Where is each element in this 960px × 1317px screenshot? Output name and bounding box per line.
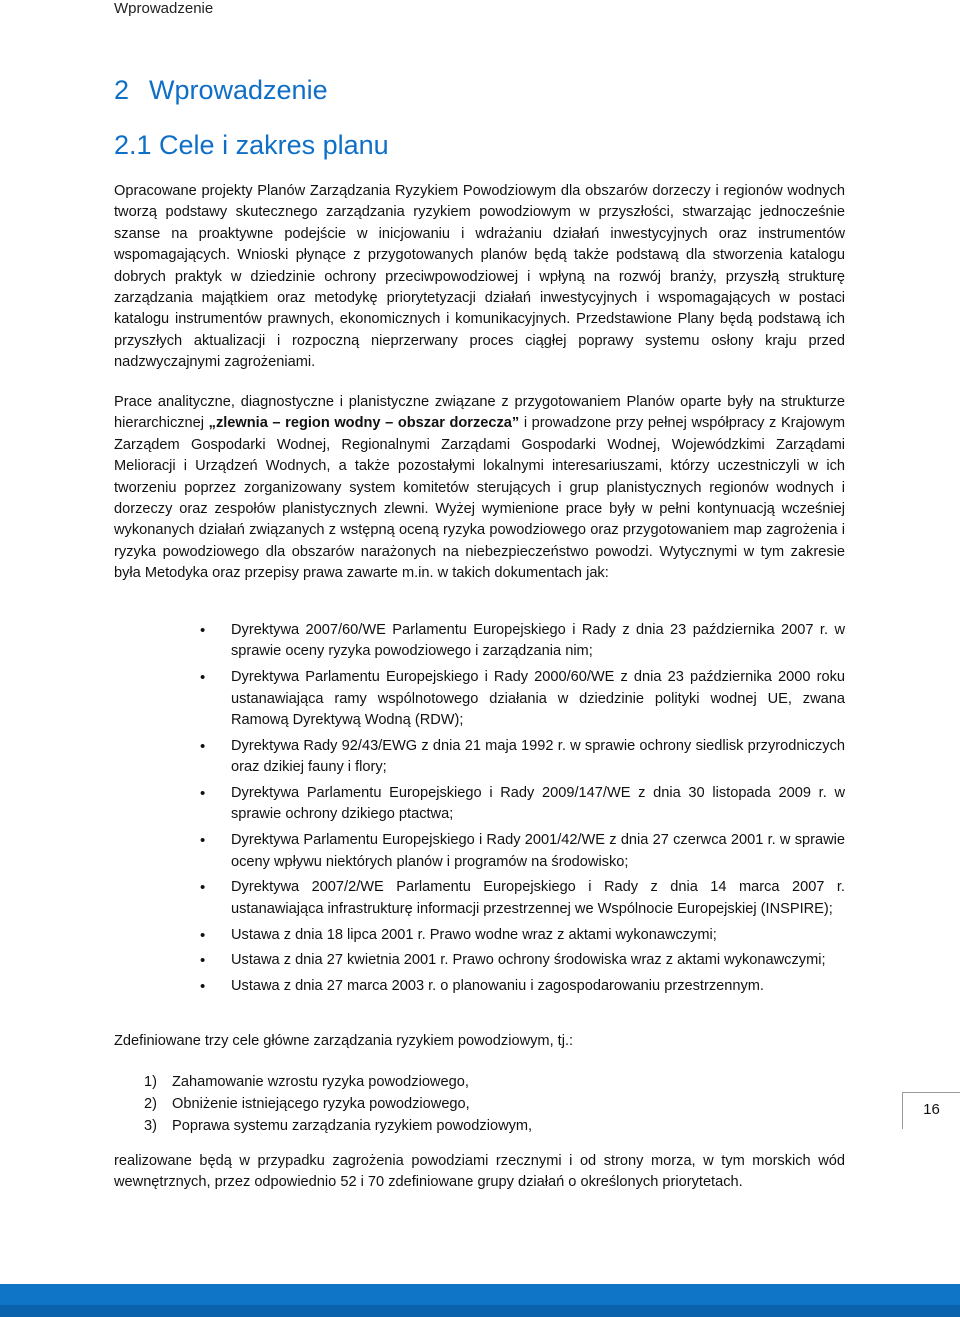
list-item-text: Obniżenie istniejącego ryzyka powodziowego, [172,1095,470,1112]
list-item: • Ustawa z dnia 27 marca 2003 r. o planowaniu i zagospodarowaniu przestrzennym. [114,976,845,997]
list-number: 2) [144,1095,157,1112]
list-item: • Dyrektywa Rady 92/43/EWG z dnia 21 maja 1992 r. w sprawie ochrony siedlisk przyrodniczych oraz dzikiej fauny i flory; [114,736,845,779]
list-item: • Dyrektywa Parlamentu Europejskiego i Rady 2001/42/WE z dnia 27 czerwca 2001 r. w sprawie oceny wpływu niektórych planów i programów na środowisko; [114,830,845,873]
legal-documents-list [114,620,845,1002]
list-item [114,1116,714,1138]
list-item: • Dyrektywa Parlamentu Europejskiego i Rady 2000/60/WE z dnia 23 października 2000 roku ustanawiająca ramy wspólnotowego działania w dziedzinie polityki wodnej UE, zwana Ramową Dyrektywą Wodną (RDW); [114,667,845,731]
analysis-paragraph-start: Prace analityczne, diagnostyczne i planistyczne związane z przygotowaniem Planów oparte były na strukturze hierarchicznej [114,394,845,432]
list-item: • Ustawa z dnia 18 lipca 2001 r. Prawo wodne wraz z aktami wykonawczymi; [114,925,845,946]
list-item: • Dyrektywa Parlamentu Europejskiego i Rady 2009/147/WE z dnia 30 listopada 2009 r. w sprawie ochrony dzikiego ptactwa; [114,783,845,826]
list-item: • Ustawa z dnia 27 kwietnia 2001 r. Prawo ochrony środowiska wraz z aktami wykonawczymi; [114,950,845,971]
list-item [114,1072,714,1094]
footer-bar [0,1284,960,1317]
list-item: • Dyrektywa 2007/2/WE Parlamentu Europejskiego i Rady z dnia 14 marca 2007 r. ustanawiająca infrastrukturę informacji przestrzennej we Wspólnocie Europejskiej (INSPIRE); [114,877,845,920]
hierarchy-structure-bold: „zlewnia – region wodny – obszar dorzecza” [208,415,520,432]
chapter-heading [114,73,328,107]
goals-list [114,1072,714,1137]
chapter-title: Wprowadzenie [149,75,328,105]
chapter-number: 2 [114,75,130,105]
list-item [114,1094,714,1116]
intro-paragraph: Opracowane projekty Planów Zarządzania Ryzykiem Powodziowym dla obszarów dorzeczy i regionów wodnych tworzą podstawy skutecznego zarządzania ryzykiem powodziowym w przyszłości, stwarzając jednocześnie szanse na proaktywne podejście w inicjowaniu i wdrażaniu działań inwestycyjnych oraz instrumentów wspomagających. Wnioski płynące z przygotowanych planów będą także podstawą dla stworzenia katalogu dobrych praktyk w dziedzinie ochrony przeciwpowodziowej i wpłyną na rozwój branży, przyszłą strukturę zarządzania majątkiem oraz metodykę priorytetyzacji działań inwestycyjnych i wspomagających w postaci katalogu instrumentów prawnych, ekonomicznych i komunikacyjnych. Przedstawione Plany będą podstawą ich przyszłych aktualizacji i rozpoczną nieprzerwany proces ciągłej poprawy systemu osłony kraju przed nadzwyczajnymi zagrożeniami. [114,183,845,371]
section-heading: 2.1 Cele i zakres planu [114,130,389,160]
list-number: 3) [144,1117,157,1134]
list-item-text: Poprawa systemu zarządzania ryzykiem powodziowym, [172,1117,533,1134]
analysis-paragraph [114,392,845,585]
closing-paragraph: realizowane będą w przypadku zagrożenia powodziami rzecznymi i od strony morza, w tym morskich wód wewnętrznych, przez odpowiednio 52 i 70 zdefiniowane grupy działań o określonych priorytetach. [114,1153,845,1191]
list-number: 1) [144,1074,157,1090]
running-header: Wprowadzenie [114,0,214,17]
list-item: • Dyrektywa 2007/60/WE Parlamentu Europejskiego i Rady z dnia 23 października 2007 r. w sprawie oceny ryzyka powodziowego i zarządzania nim; [114,620,845,663]
footer-stripe [0,1305,960,1317]
goals-intro-paragraph: Zdefiniowane trzy cele główne zarządzania ryzykiem powodziowym, tj.: [114,1033,574,1049]
analysis-paragraph-end: i prowadzone przy pełnej współpracy z Krajowym Zarządem Gospodarki Wodnej, Regionalnymi Zarządami Gospodarki Wodnej, Wojewódzkimi Zarządami Melioracji i Urządzeń Wodnych, a także pozostałymi lokalnymi interesariuszami, którzy uczestniczyli w ich tworzeniu poprzez zorganizowany system komitetów sterujących i grup planistycznych regionów wodnych i dorzeczy oraz zespołów planistycznych zlewni. Wyżej wymienione prace były w pełni kontynuacją wcześniej wykonanych działań związanych z wstępną oceną ryzyka powodziowego oraz przygotowaniem map zagrożenia i ryzyka powodziowego dla obszarów narażonych na niebezpieczeństwo powodzi. Wytycznymi w tym zakresie była Metodyka oraz przepisy prawa zawarte m.in. w takich dokumentach jak: [114,415,846,582]
list-item-text: Zahamowanie wzrostu ryzyka powodziowego, [172,1074,469,1090]
page-number: 16 [902,1092,960,1129]
